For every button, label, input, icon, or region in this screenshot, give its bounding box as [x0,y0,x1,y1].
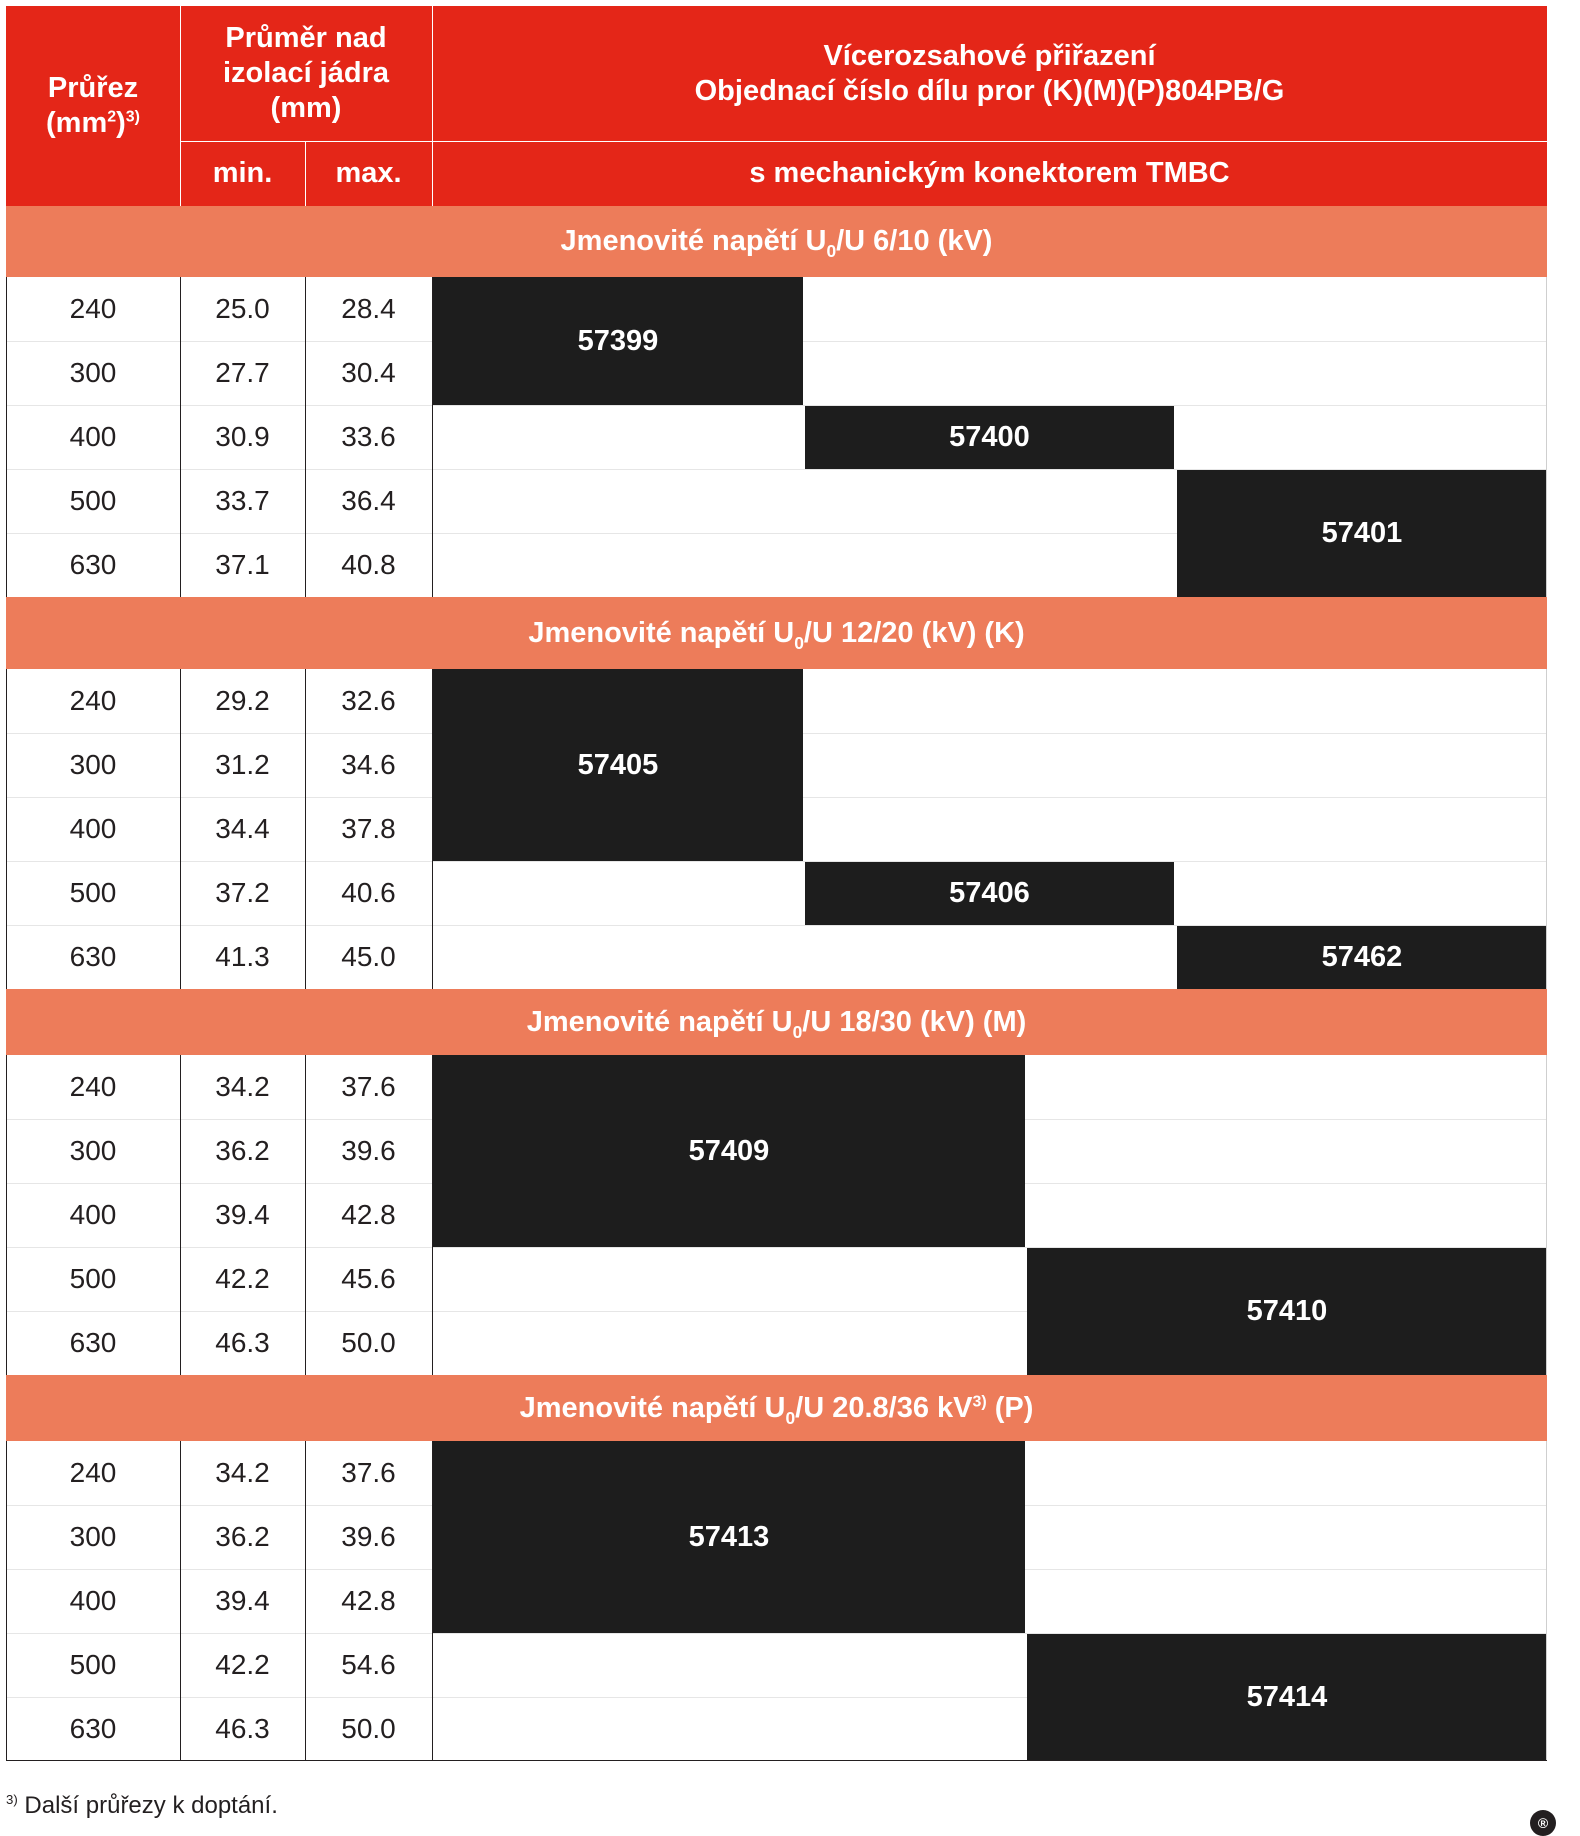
section-title-pre: Jmenovité napětí U [560,225,827,257]
column-divider [305,277,306,597]
cross-section-value: 240 [69,1071,117,1102]
section-title-pre: Jmenovité napětí U [519,1391,786,1424]
cross-section-value: 400 [69,1199,117,1230]
footnote-text: Další průřezy k doptání. [24,1792,278,1819]
section-body-20-8-36 [6,1441,1547,1761]
cross-section-value: 240 [69,685,117,716]
diameter-max-value: 33.6 [341,421,396,452]
section-title-pre: Jmenovité napětí U [528,616,795,649]
diameter-max-value: 36.4 [341,485,396,516]
part-number-block: 57410 [1027,1248,1547,1375]
column-divider [305,1441,306,1761]
column-divider [180,1055,181,1375]
diameter-min-value: 27.7 [215,357,270,388]
diameter-min-value: 39.4 [215,1585,270,1616]
diameter-max-value: 40.6 [341,877,396,908]
section-title-post: /U 20.8/36 kV [795,1391,973,1424]
section-title-sub: 0 [794,632,804,653]
cross-section-value: 240 [69,1457,117,1488]
header-diameter-line3: (mm) [270,92,342,124]
diameter-max-value: 37.6 [341,1457,396,1488]
header-assignment-line2: Objednací číslo dílu pror (K)(M)(P)804PB/G [694,74,1285,107]
part-number-block: 57399 [433,277,803,405]
diameter-max-value: 32.6 [341,685,396,716]
header-assignment [432,6,1547,141]
diameter-min-value: 34.2 [215,1071,270,1102]
column-divider [180,669,181,989]
diameter-min-value: 30.9 [215,421,270,452]
diameter-min-value: 37.1 [215,549,270,580]
diameter-max-value: 42.8 [341,1585,396,1616]
column-divider [432,277,433,597]
section-title-end: (P) [986,1391,1034,1424]
table-border-bottom [6,1760,1547,1761]
table-border-right [1546,669,1547,989]
diameter-max-value: 39.6 [341,1521,396,1552]
diameter-max-value: 50.0 [341,1327,396,1358]
diameter-max-value: 30.4 [341,357,396,388]
footnote [6,1792,806,1824]
table-border-left [6,1055,7,1375]
header-divider [180,6,181,206]
diameter-min-value: 33.7 [215,485,270,516]
section-title-pre: Jmenovité napětí U [526,1005,793,1038]
part-number-block: 57400 [805,406,1174,469]
header-connector: s mechanickým konektorem TMBC [749,157,1230,189]
header-diameter-line2: izolací jádra [222,57,389,89]
header-divider [432,6,433,206]
diameter-min-value: 42.2 [215,1649,270,1680]
cross-section-value: 500 [69,1263,117,1294]
column-divider [432,1441,433,1761]
diameter-max-value: 42.8 [341,1199,396,1230]
header-assignment-line1: Vícerozsahové přiřazení [823,39,1156,72]
header-cross-section-unit: (mm [46,107,108,139]
brand-logo-icon: ® [1530,1810,1556,1836]
section-title-sub: 0 [792,1021,803,1042]
column-divider [432,1055,433,1375]
diameter-min-value: 42.2 [215,1263,270,1294]
section-band-6-10 [6,206,1547,277]
diameter-max-value: 54.6 [341,1649,396,1680]
cross-section-value: 240 [69,293,117,324]
table-border-left [6,1441,7,1761]
section-band-20-8-36 [6,1375,1547,1441]
diameter-max-value: 37.6 [341,1071,396,1102]
table-border-left [6,277,7,597]
header-cross-section-unit-end: ) [116,107,126,139]
cross-section-value: 300 [69,1135,117,1166]
footnote-mark: 3) [6,1792,18,1807]
cross-section-value: 300 [69,749,117,780]
diameter-min-value: 34.4 [215,813,270,844]
cross-section-value: 400 [69,421,117,452]
part-number-block: 57414 [1027,1634,1547,1761]
diameter-min-value: 29.2 [215,685,270,716]
cross-section-value: 500 [69,877,117,908]
section-title-sub: 0 [826,240,837,261]
header-diameter [180,6,432,141]
cross-section-value: 500 [69,1649,117,1680]
diameter-max-value: 45.0 [341,941,396,972]
cross-section-value: 400 [69,813,117,844]
diameter-min-value: 46.3 [215,1713,270,1744]
header-max: max. [335,157,402,189]
column-divider [432,669,433,989]
diameter-min-value: 36.2 [215,1521,270,1552]
header-cross-section-label: Průřez [47,72,139,104]
column-divider [305,1055,306,1375]
diameter-min-value: 25.0 [215,293,270,324]
header-cross-section [6,6,180,206]
section-title-post: /U 6/10 (kV) [836,225,993,257]
diameter-max-value: 40.8 [341,549,396,580]
part-number-block: 57413 [433,1441,1025,1633]
header-diameter-line1: Průměr nad [225,22,387,54]
part-number-block: 57405 [433,669,803,861]
cross-section-value: 500 [69,485,117,516]
diameter-max-value: 37.8 [341,813,396,844]
section-body-6-10 [6,277,1547,597]
cross-section-value: 300 [69,1521,117,1552]
section-band-18-30 [6,989,1547,1055]
header-divider [180,141,1547,142]
cross-section-value: 630 [69,941,117,972]
section-title-post: /U 18/30 (kV) (M) [802,1005,1027,1038]
diameter-min-value: 39.4 [215,1199,270,1230]
header-cross-section-note: 3) [125,108,140,126]
diameter-min-value: 37.2 [215,877,270,908]
part-number-block: 57409 [433,1055,1025,1247]
cross-section-value: 630 [69,549,117,580]
table-border-right [1546,1055,1547,1375]
cross-section-value: 630 [69,1327,117,1358]
part-number-block: 57401 [1177,470,1547,597]
section-body-18-30 [6,1055,1547,1375]
diameter-max-value: 28.4 [341,293,396,324]
diameter-min-value: 31.2 [215,749,270,780]
table-border-right [1546,1441,1547,1761]
column-divider [180,1441,181,1761]
part-number-block: 57462 [1177,926,1547,989]
cross-section-value: 400 [69,1585,117,1616]
diameter-min-value: 36.2 [215,1135,270,1166]
diameter-min-value: 41.3 [215,941,270,972]
column-divider [180,277,181,597]
section-title-sub: 0 [785,1407,796,1428]
diameter-max-value: 34.6 [341,749,396,780]
section-title-post: /U 12/20 (kV) (K) [803,616,1025,649]
column-divider [305,669,306,989]
diameter-max-value: 45.6 [341,1263,396,1294]
table-border-left [6,669,7,989]
diameter-max-value: 39.6 [341,1135,396,1166]
cross-section-value: 630 [69,1713,117,1744]
section-body-12-20 [6,669,1547,989]
table-border-right [1546,277,1547,597]
diameter-min-value: 46.3 [215,1327,270,1358]
header-cross-section-unit-sup: 2 [107,108,117,126]
section-band-12-20 [6,597,1547,669]
part-number-block: 57406 [805,862,1174,925]
header-min: min. [212,157,273,189]
header-divider [305,141,306,206]
section-title-sup: 3) [972,1392,987,1410]
diameter-max-value: 50.0 [341,1713,396,1744]
diameter-min-value: 34.2 [215,1457,270,1488]
cross-section-value: 300 [69,357,117,388]
